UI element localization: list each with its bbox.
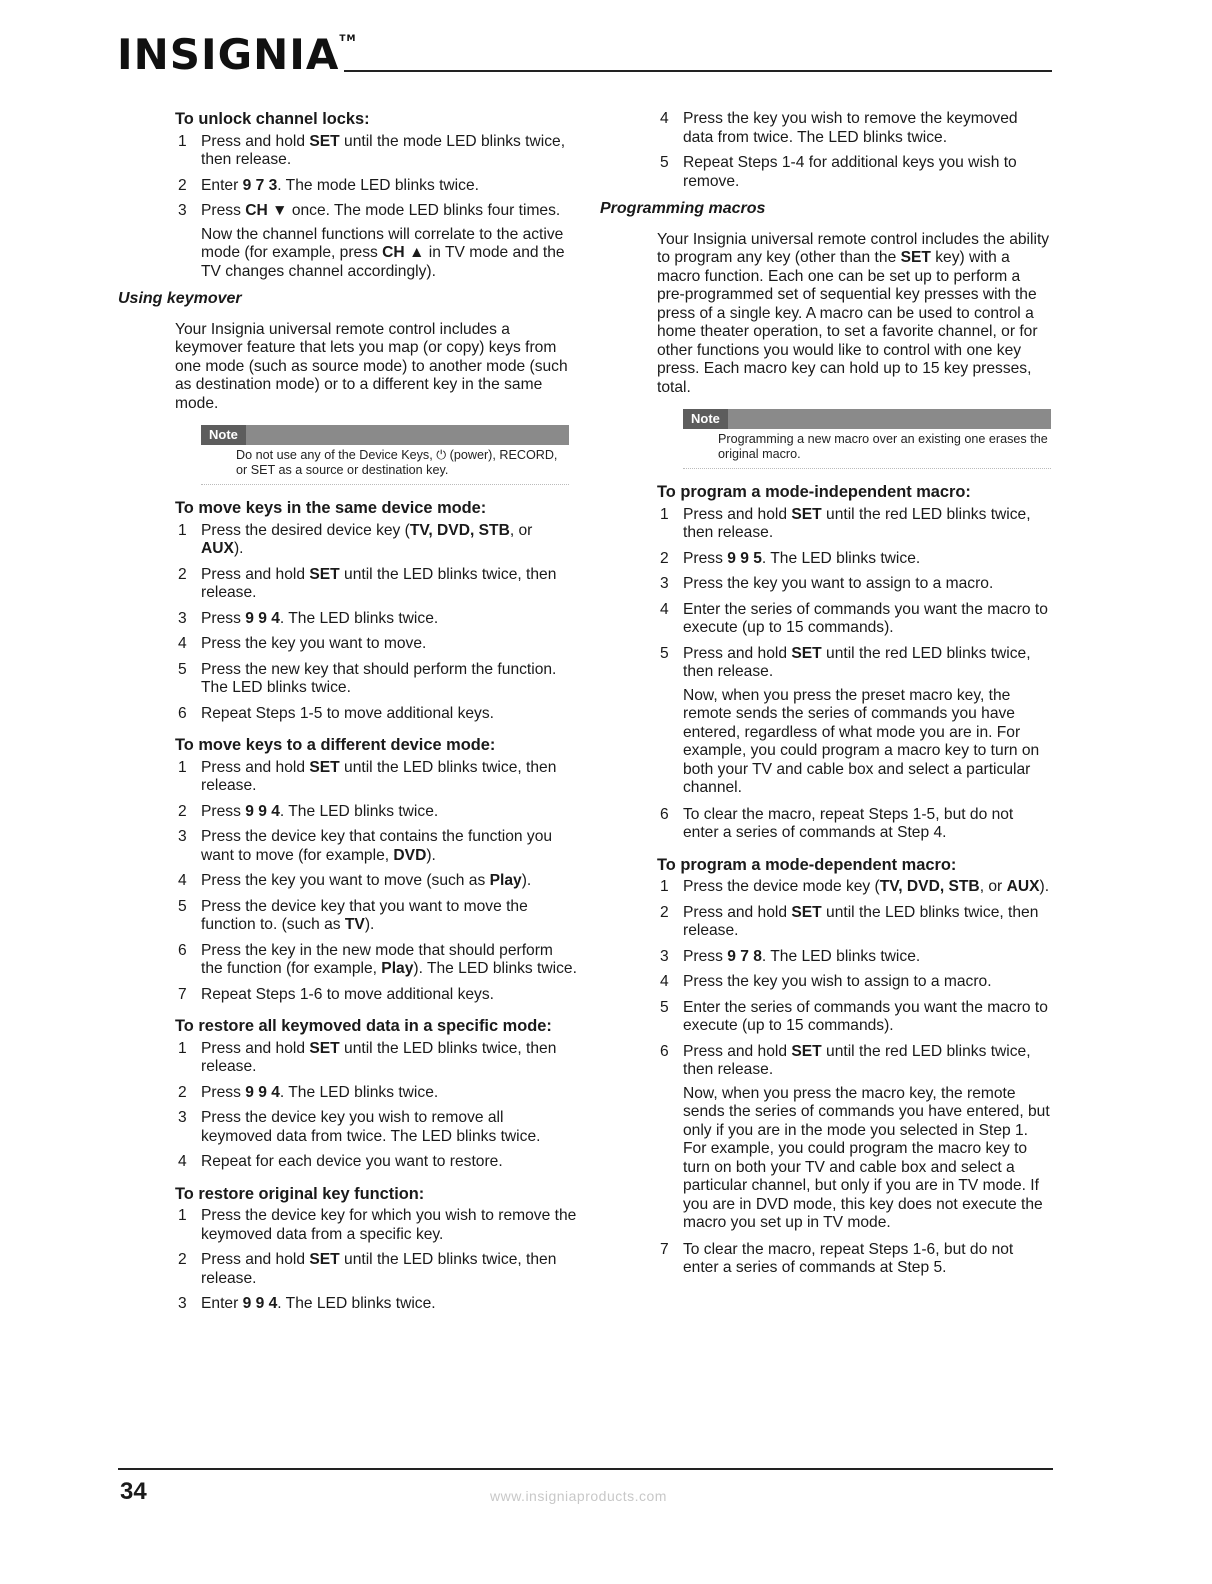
list-item: 1 Press the desired device key (TV, DVD, STB, or AUX).	[178, 521, 533, 557]
note-text: Do not use any of the Device Keys, ⏻ (power), RECORD, or SET as a source or destination key.	[236, 448, 558, 477]
list-item: 4 Press the key you wish to remove the keymoved data from twice. The LED blinks twice.	[660, 110, 1018, 146]
dependent-heading: To program a mode-dependent macro:	[657, 855, 957, 874]
list-item: 7 Repeat Steps 1-6 to move additional keys.	[178, 985, 494, 1003]
unlock-heading: To unlock channel locks:	[175, 110, 370, 128]
note-label: Note	[683, 409, 728, 429]
independent-steps	[600, 506, 1052, 682]
macros-title: Programming macros	[600, 200, 766, 217]
restore-all-steps	[118, 1040, 578, 1172]
dependent-step6-note: Now, when you press the macro key, the remote sends the series of commands you have entered, but only if you are in the mode you selected in Step 1. For example, you could program the macro key to turn on both your TV and cable box and select a particular channel, but only if you are in TV mode. If you are in DVD mode, this key does not execute the macro you set up in TV mode.	[683, 1084, 1050, 1231]
keymover-title: Using keymover	[118, 290, 242, 307]
list-item: 1 Press the device key for which you wish to remove the keymoved data from a specific key.	[178, 1207, 577, 1243]
diff-mode-heading: To move keys to a different device mode:	[175, 736, 496, 754]
footer-url: www.insigniaproducts.com	[490, 1488, 667, 1504]
list-item: 6 Press the key in the new mode that should perform the function (for example, Play). The LED blinks twice.	[178, 941, 577, 977]
list-item: 4 Repeat for each device you want to restore.	[178, 1153, 503, 1170]
list-item: 2 Enter 9 7 3. The mode LED blinks twice.	[178, 176, 479, 194]
list-item: 1 Press and hold SET until the mode LED blinks twice, then release.	[178, 132, 566, 168]
list-item: 3 Press the device key that contains the function you want to move (for example, DVD).	[178, 828, 553, 864]
list-item: 2 Press 9 9 4. The LED blinks twice.	[178, 1083, 439, 1101]
page-header	[0, 0, 1212, 100]
list-item: 5 Repeat Steps 1-4 for additional keys you wish to remove.	[660, 154, 1017, 190]
note-text: Programming a new macro over an existing one erases the original macro.	[718, 432, 1048, 461]
keymover-note	[201, 425, 569, 485]
list-item: 4 Press the key you want to move.	[178, 635, 427, 652]
list-item: 3 Press 9 7 8. The LED blinks twice.	[660, 947, 921, 965]
macros-paragraph: Your Insignia universal remote control includes the ability to program any key (other than the SET key) with a macro function. Each one can be set up to perform a pre-programmed set of sequential key presses with the press of a single key. A macro can be used to control a home theater operation, to set a favorite channel, or for other functions you would like to control with one key press. Each macro key can hold up to 15 key presses, total.	[657, 230, 1050, 396]
note-label: Note	[201, 425, 246, 445]
right-column	[600, 110, 1052, 1285]
list-item: 6 Repeat Steps 1-5 to move additional keys.	[178, 704, 494, 722]
insignia-logo: INSIGNIA™	[117, 30, 357, 79]
left-column	[118, 110, 578, 1321]
diff-mode-steps	[118, 759, 578, 1005]
independent-step5-note: Now, when you press the preset macro key, the remote sends the series of commands you have entered, regardless of what mode you are in. For example, you could program a macro key to turn on both your TV and cable box and select a particular channel.	[683, 686, 1040, 796]
list-item: 2 Press 9 9 5. The LED blinks twice.	[660, 549, 921, 567]
restore-all-heading: To restore all keymoved data in a specific mode:	[175, 1017, 552, 1035]
list-item: 3 Enter 9 9 4. The LED blinks twice.	[178, 1295, 436, 1312]
same-mode-heading: To move keys in the same device mode:	[175, 499, 487, 517]
list-item: 3 Press the key you want to assign to a macro.	[660, 575, 994, 592]
list-item: 1 Press and hold SET until the LED blinks twice, then release.	[178, 758, 557, 794]
list-item: 2 Press and hold SET until the LED blinks twice, then release.	[178, 1251, 557, 1287]
restore-orig-steps-cont	[600, 110, 1052, 191]
list-item: 4 Press the key you wish to assign to a macro.	[660, 973, 992, 990]
keymover-paragraph: Your Insignia universal remote control includes a keymover feature that lets you map (or copy) keys from one mode (such as source mode) to another mode (such as destination mode) or to a different key in the same mode.	[175, 320, 568, 412]
header-rule	[344, 70, 1052, 72]
note-bar	[683, 409, 1051, 429]
list-item: 6 To clear the macro, repeat Steps 1-5, but do not enter a series of commands at Step 4.	[660, 805, 1014, 841]
list-item: 3 Press CH ▼ once. The mode LED blinks four times.	[178, 202, 561, 219]
independent-steps-cont	[600, 806, 1052, 843]
dependent-steps	[600, 878, 1052, 1080]
restore-orig-steps	[118, 1207, 578, 1314]
list-item: 6 Press and hold SET until the red LED blinks twice, then release.	[660, 1042, 1031, 1078]
unlock-after-text: Now the channel functions will correlate to the active mode (for example, press CH ▲ in TV mode and the TV changes channel accordingly).	[201, 225, 565, 280]
list-item: 5 Press and hold SET until the red LED blinks twice, then release.	[660, 644, 1031, 680]
list-item: 3 Press 9 9 4. The LED blinks twice.	[178, 609, 439, 627]
macros-note	[683, 409, 1051, 469]
same-mode-steps	[118, 522, 578, 724]
list-item: 5 Press the device key that you want to move the function to. (such as TV).	[178, 897, 528, 933]
independent-heading: To program a mode-independent macro:	[657, 483, 971, 501]
list-item: 1 Press the device mode key (TV, DVD, STB, or AUX).	[660, 878, 1050, 895]
list-item: 5 Press the new key that should perform the function. The LED blinks twice.	[178, 660, 557, 696]
dependent-steps-cont	[600, 1241, 1052, 1278]
footer-rule	[118, 1468, 1053, 1470]
restore-orig-heading: To restore original key function:	[175, 1184, 425, 1203]
list-item: 1 Press and hold SET until the LED blinks twice, then release.	[178, 1039, 557, 1075]
unlock-steps	[118, 133, 578, 221]
list-item: 2 Press and hold SET until the LED blinks twice, then release.	[178, 565, 557, 601]
list-item: 3 Press the device key you wish to remove all keymoved data from twice. The LED blinks twice.	[178, 1109, 541, 1145]
note-bar	[201, 425, 569, 445]
page-number: 34	[120, 1478, 147, 1505]
list-item: 1 Press and hold SET until the red LED blinks twice, then release.	[660, 505, 1031, 541]
list-item: 2 Press 9 9 4. The LED blinks twice.	[178, 802, 439, 820]
list-item: 5 Enter the series of commands you want the macro to execute (up to 15 commands).	[660, 998, 1048, 1034]
list-item: 4 Enter the series of commands you want the macro to execute (up to 15 commands).	[660, 600, 1048, 636]
list-item: 2 Press and hold SET until the LED blinks twice, then release.	[660, 903, 1039, 939]
list-item: 7 To clear the macro, repeat Steps 1-6, but do not enter a series of commands at Step 5.	[660, 1240, 1014, 1276]
list-item: 4 Press the key you want to move (such as Play).	[178, 872, 532, 889]
